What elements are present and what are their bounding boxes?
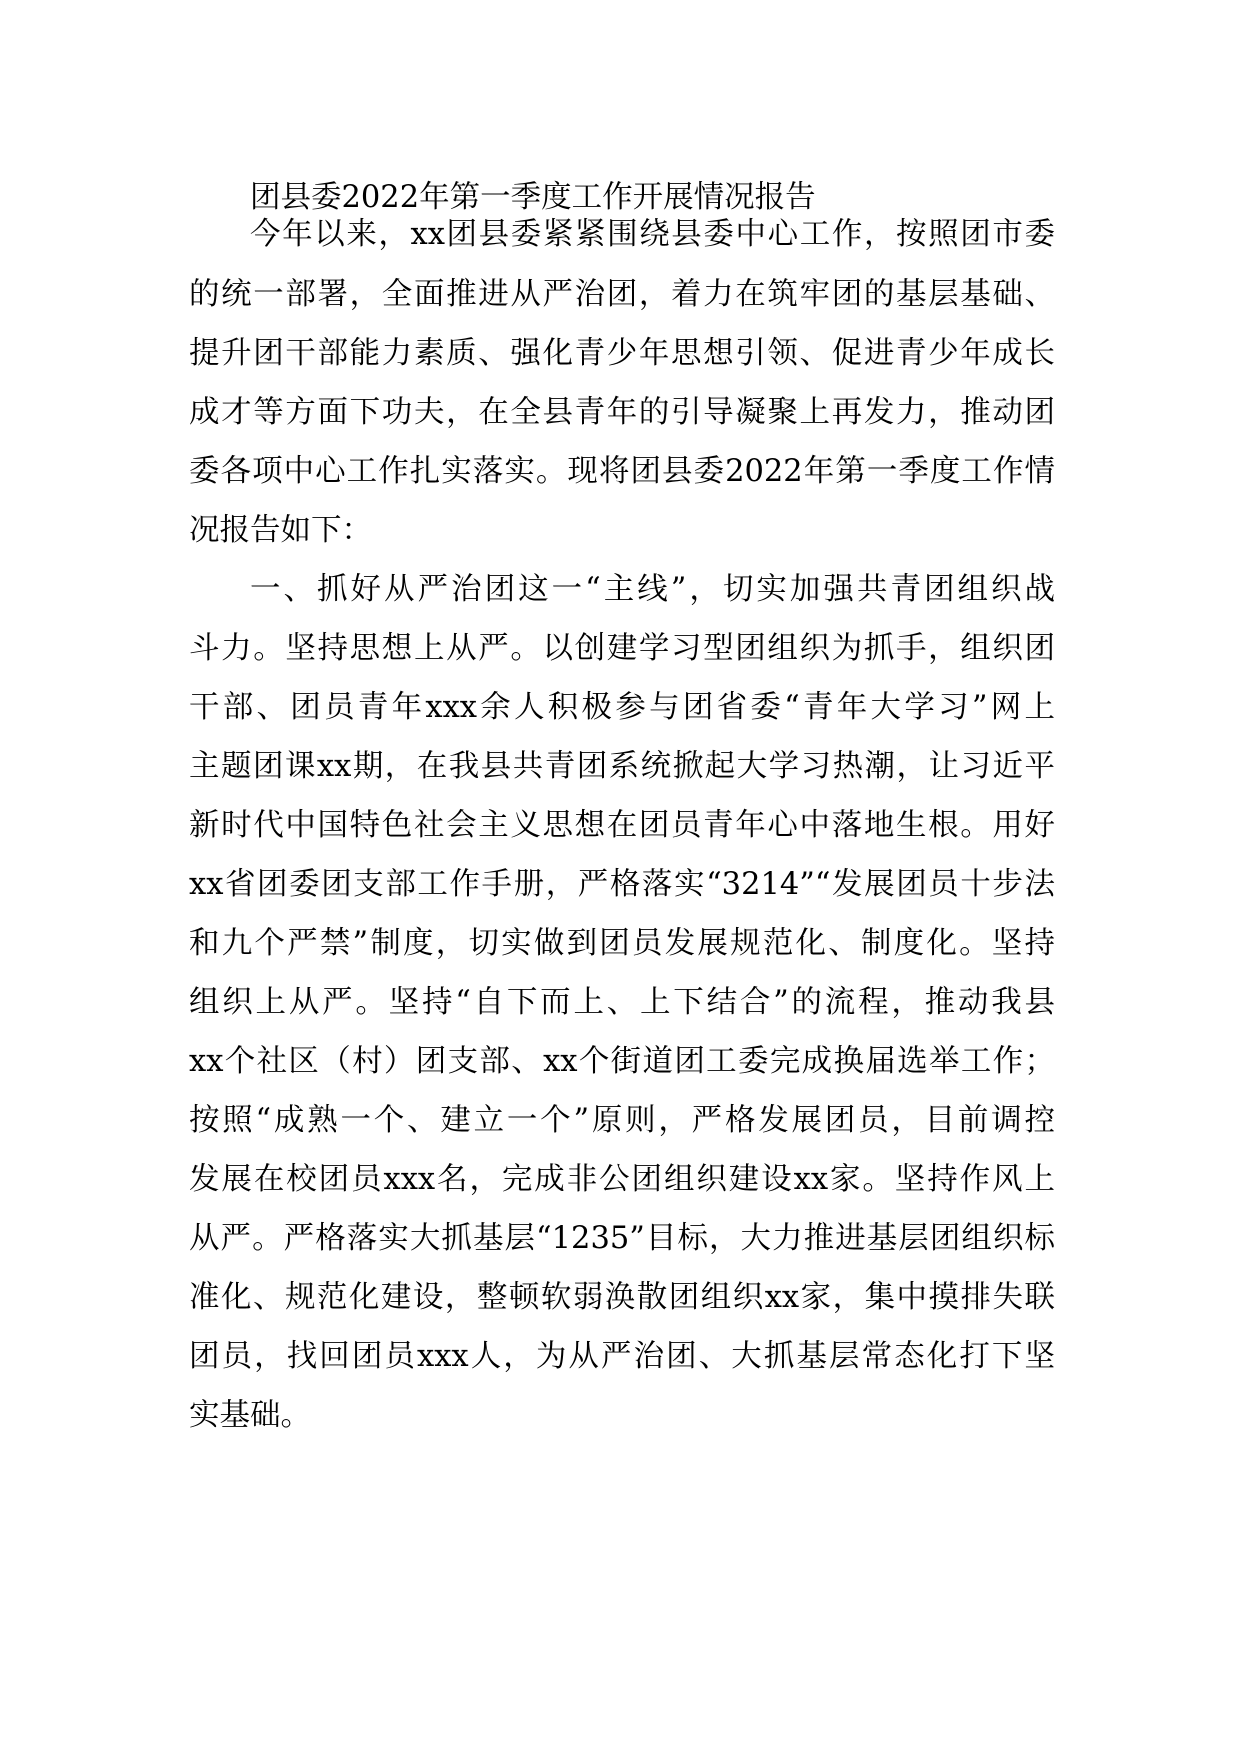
document-title: 团县委2022年第一季度工作开展情况报告 bbox=[250, 180, 816, 215]
paragraph-line: 按照“成熟一个、建立一个”原则，严格发展团员，目前调控 bbox=[189, 1103, 1055, 1138]
paragraph-line: 组织上从严。坚持“自下而上、上下结合”的流程，推动我县 bbox=[189, 985, 1055, 1020]
paragraph-line: xx个社区（村）团支部、xx个街道团工委完成换届选举工作； bbox=[189, 1044, 1055, 1079]
paragraph-line: 干部、团员青年xxx余人积极参与团省委“青年大学习”网上 bbox=[189, 690, 1055, 725]
paragraph-line: 提升团干部能力素质、强化青少年思想引领、促进青少年成长 bbox=[189, 336, 1055, 371]
paragraph-line: 委各项中心工作扎实落实。现将团县委2022年第一季度工作情 bbox=[189, 454, 1055, 489]
paragraph-line: 实基础。 bbox=[189, 1398, 311, 1433]
paragraph-line: 成才等方面下功夫，在全县青年的引导凝聚上再发力，推动团 bbox=[189, 395, 1055, 430]
paragraph-line: 准化、规范化建设，整顿软弱涣散团组织xx家，集中摸排失联 bbox=[189, 1280, 1055, 1315]
paragraph-line: 团员，找回团员xxx人，为从严治团、大抓基层常态化打下坚 bbox=[189, 1339, 1055, 1374]
section-heading-line: 一、抓好从严治团这一“主线”，切实加强共青团组织战 bbox=[250, 572, 1055, 607]
paragraph-line: 从严。严格落实大抓基层“1235”目标，大力推进基层团组织标 bbox=[189, 1221, 1055, 1256]
paragraph-line: 和九个严禁”制度，切实做到团员发展规范化、制度化。坚持 bbox=[189, 926, 1055, 961]
paragraph-line: 的统一部署，全面推进从严治团，着力在筑牢团的基层基础、 bbox=[189, 277, 1055, 312]
paragraph-line: 新时代中国特色社会主义思想在团员青年心中落地生根。用好 bbox=[189, 808, 1055, 843]
paragraph-line: 况报告如下： bbox=[189, 513, 372, 548]
paragraph-line: xx省团委团支部工作手册，严格落实“3214”“发展团员十步法 bbox=[189, 867, 1055, 902]
paragraph-line: 主题团课xx期，在我县共青团系统掀起大学习热潮，让习近平 bbox=[189, 749, 1055, 784]
paragraph-line: 发展在校团员xxx名，完成非公团组织建设xx家。坚持作风上 bbox=[189, 1162, 1055, 1197]
paragraph-line: 斗力。坚持思想上从严。以创建学习型团组织为抓手，组织团 bbox=[189, 631, 1055, 666]
paragraph-line: 今年以来，xx团县委紧紧围绕县委中心工作，按照团市委 bbox=[250, 217, 1055, 252]
